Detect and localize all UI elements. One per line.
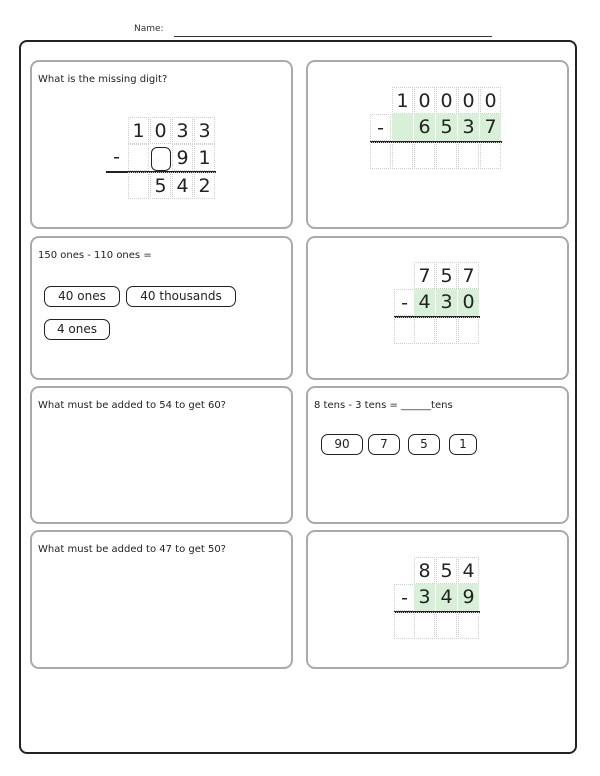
- digit: 7: [458, 262, 479, 289]
- question-text: 150 ones - 110 ones =: [38, 250, 152, 261]
- card-tens-subtraction: [306, 386, 569, 524]
- digit: 9: [172, 144, 193, 171]
- digit: 4: [458, 557, 479, 584]
- answer-cell[interactable]: [436, 142, 457, 169]
- minus-sign: -: [370, 114, 391, 141]
- answer-cell[interactable]: [370, 142, 391, 169]
- name-line[interactable]: [174, 36, 492, 37]
- question-text: What must be added to 47 to get 50?: [38, 544, 226, 555]
- digit: 2: [194, 172, 215, 199]
- minus-sign: -: [394, 289, 415, 316]
- digit: 0: [436, 87, 457, 114]
- minus-sign: -: [113, 146, 120, 168]
- question-text: 8 tens - 3 tens = ______tens: [314, 400, 453, 411]
- answer-cell[interactable]: [480, 142, 501, 169]
- digit: 8: [414, 557, 435, 584]
- answer-cell[interactable]: [414, 317, 435, 344]
- card-ones-subtraction: [30, 236, 293, 380]
- digit: 3: [172, 117, 193, 144]
- answer-cell[interactable]: [414, 142, 435, 169]
- option-40-ones[interactable]: 40 ones: [44, 286, 120, 307]
- digit: 5: [150, 172, 171, 199]
- digit: 0: [414, 87, 435, 114]
- digit: 0: [480, 87, 501, 114]
- digit: 3: [458, 114, 479, 141]
- digit: 7: [480, 114, 501, 141]
- answer-cell[interactable]: [458, 317, 479, 344]
- card-subtraction-10000: [306, 60, 569, 229]
- answer-cell[interactable]: [436, 317, 457, 344]
- option-40-thousands[interactable]: 40 thousands: [126, 286, 236, 307]
- digit: 7: [414, 262, 435, 289]
- name-label: Name:: [134, 24, 164, 34]
- card-subtraction-854: [306, 530, 569, 669]
- digit-cell: [392, 114, 413, 141]
- digit: 1: [194, 144, 215, 171]
- digit: 0: [458, 87, 479, 114]
- answer-cell[interactable]: [414, 612, 435, 639]
- digit-cell: [128, 172, 149, 199]
- answer-cell[interactable]: [458, 612, 479, 639]
- answer-cell[interactable]: [394, 317, 415, 344]
- card-missing-digit: [30, 60, 293, 229]
- digit-cell: [128, 144, 149, 171]
- digit: 4: [436, 584, 457, 611]
- digit: 5: [436, 262, 457, 289]
- digit: 0: [150, 117, 171, 144]
- option-1[interactable]: 1: [449, 434, 477, 455]
- option-5[interactable]: 5: [408, 434, 440, 455]
- digit: 3: [414, 584, 435, 611]
- card-add-to-50: [30, 530, 293, 669]
- answer-cell[interactable]: [394, 612, 415, 639]
- digit: 0: [458, 289, 479, 316]
- digit: 9: [458, 584, 479, 611]
- card-add-to-60: [30, 386, 293, 524]
- digit: 4: [172, 172, 193, 199]
- digit: 1: [128, 117, 149, 144]
- digit: 4: [414, 289, 435, 316]
- minus-sign: -: [394, 584, 415, 611]
- digit: 5: [436, 557, 457, 584]
- answer-cell[interactable]: [458, 142, 479, 169]
- digit: 3: [194, 117, 215, 144]
- digit: 1: [392, 87, 413, 114]
- digit: 5: [436, 114, 457, 141]
- option-4-ones[interactable]: 4 ones: [44, 319, 110, 340]
- card-subtraction-757: [306, 236, 569, 380]
- missing-digit-box[interactable]: [151, 147, 171, 171]
- option-90[interactable]: 90: [321, 434, 363, 455]
- question-text: What is the missing digit?: [38, 74, 168, 85]
- question-text: What must be added to 54 to get 60?: [38, 400, 226, 411]
- option-7[interactable]: 7: [368, 434, 400, 455]
- answer-cell[interactable]: [436, 612, 457, 639]
- digit: 6: [414, 114, 435, 141]
- digit: 3: [436, 289, 457, 316]
- answer-cell[interactable]: [392, 142, 413, 169]
